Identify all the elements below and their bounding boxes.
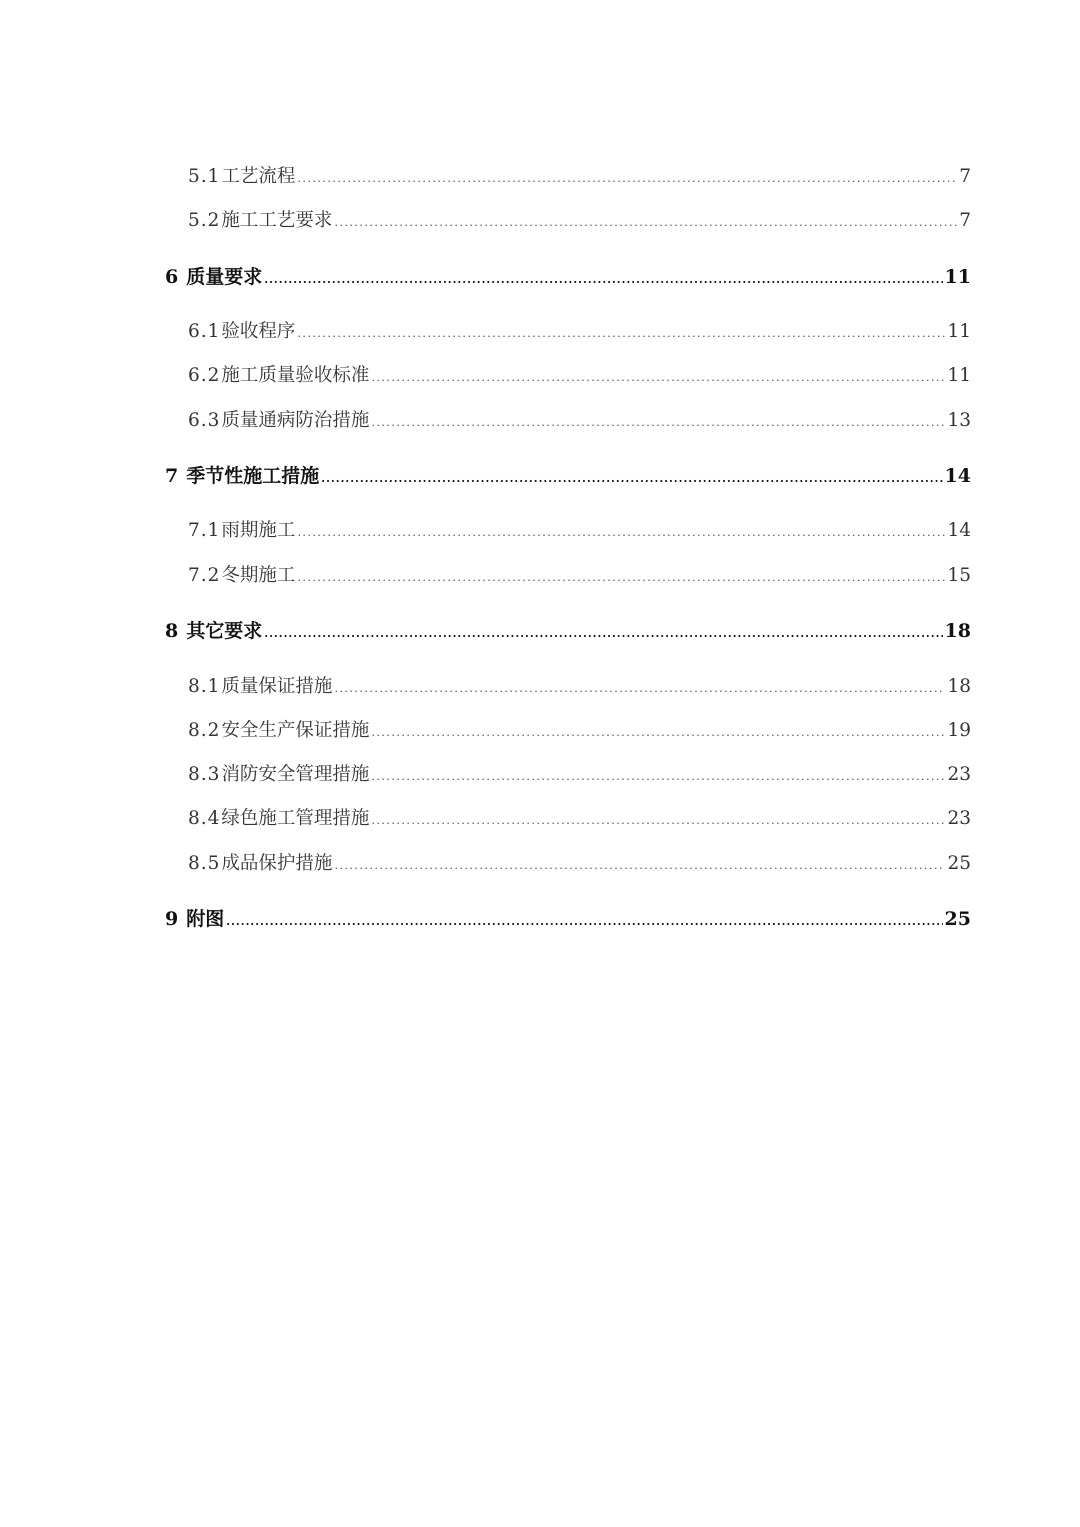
toc-leader-dots [334,201,957,245]
toc-entry-page: 19 [947,719,971,741]
toc-chapter-title: 附图 [186,908,225,931]
toc-leader-dots [371,356,945,400]
toc-entry-page: 13 [947,409,971,431]
toc-chapter-number: 7 [165,464,179,487]
toc-entry-title: 质量通病防治措施 [221,409,370,431]
toc-entry-title: 安全生产保证措施 [221,719,370,741]
toc-chapter-number: 9 [165,908,179,931]
toc-entry-page: 23 [947,764,971,786]
table-of-contents [165,155,971,953]
toc-chapter-page: 11 [944,265,971,288]
toc-leader-dots [371,711,945,755]
toc-entry [165,155,971,199]
toc-entry [165,797,971,841]
toc-entry-page: 11 [947,365,971,387]
toc-chapter [165,886,971,953]
toc-entry-number: 6.1 [188,321,221,343]
toc-chapter-page: 25 [944,908,971,931]
toc-entry-number: 5.2 [188,210,221,232]
toc-entry-number: 5.1 [188,166,221,187]
toc-entry-title: 施工工艺要求 [221,210,333,232]
toc-entry [165,354,971,398]
toc-entry [165,310,971,354]
toc-entry-number: 8.1 [188,675,221,697]
toc-entry-title: 质量保证措施 [221,675,333,697]
toc-leader-dots [371,755,945,799]
toc-chapter-page: 14 [944,464,971,487]
toc-chapter-page: 18 [944,620,971,643]
toc-entry [165,399,971,443]
toc-entry-page: 7 [959,166,971,187]
toc-chapter-number: 8 [165,620,179,643]
toc-leader-dots [297,312,945,356]
toc-chapter-title: 其它要求 [186,620,263,643]
toc-entry [165,665,971,709]
toc-leader-dots [264,601,942,668]
toc-chapter [165,443,971,510]
toc-entry [165,709,971,753]
toc-leader-dots [297,157,957,201]
toc-entry-title: 雨期施工 [221,520,296,542]
toc-leader-dots [226,889,942,956]
toc-entry [165,554,971,598]
toc-entry [165,509,971,553]
toc-entry-title: 施工质量验收标准 [221,365,370,387]
toc-entry [165,753,971,797]
toc-entry-title: 成品保护措施 [221,852,333,874]
toc-leader-dots [297,556,945,600]
toc-leader-dots [321,446,942,513]
toc-entry-title: 冬期施工 [221,564,296,586]
toc-leader-dots [264,247,942,314]
toc-entry-number: 8.2 [188,719,221,741]
toc-entry-number: 8.3 [188,764,221,786]
toc-entry-page: 25 [947,852,971,874]
toc-chapter-number: 6 [165,265,179,288]
toc-entry-number: 7.1 [188,520,221,542]
toc-entry-title: 消防安全管理措施 [221,764,370,786]
toc-entry-page: 23 [947,808,971,830]
toc-entry [165,842,971,886]
toc-leader-dots [371,401,945,445]
toc-leader-dots [334,844,945,888]
toc-entry-title: 工艺流程 [221,166,296,187]
toc-leader-dots [297,511,945,555]
toc-entry-page: 7 [959,210,971,232]
toc-leader-dots [371,799,945,843]
toc-entry-page: 15 [947,564,971,586]
toc-entry-page: 18 [947,675,971,697]
toc-chapter-title: 季节性施工措施 [186,464,320,487]
toc-entry-number: 6.3 [188,409,221,431]
toc-entry [165,199,971,243]
toc-entry-number: 6.2 [188,365,221,387]
toc-entry-page: 11 [947,321,971,343]
toc-entry-number: 8.4 [188,808,221,830]
toc-entry-title: 绿色施工管理措施 [221,808,370,830]
toc-entry-number: 8.5 [188,852,221,874]
toc-chapter-title: 质量要求 [186,265,263,288]
toc-entry-page: 14 [947,520,971,542]
toc-entry-title: 验收程序 [221,321,296,343]
toc-chapter [165,598,971,665]
toc-entry-number: 7.2 [188,564,221,586]
toc-chapter [165,244,971,311]
toc-leader-dots [334,667,945,711]
